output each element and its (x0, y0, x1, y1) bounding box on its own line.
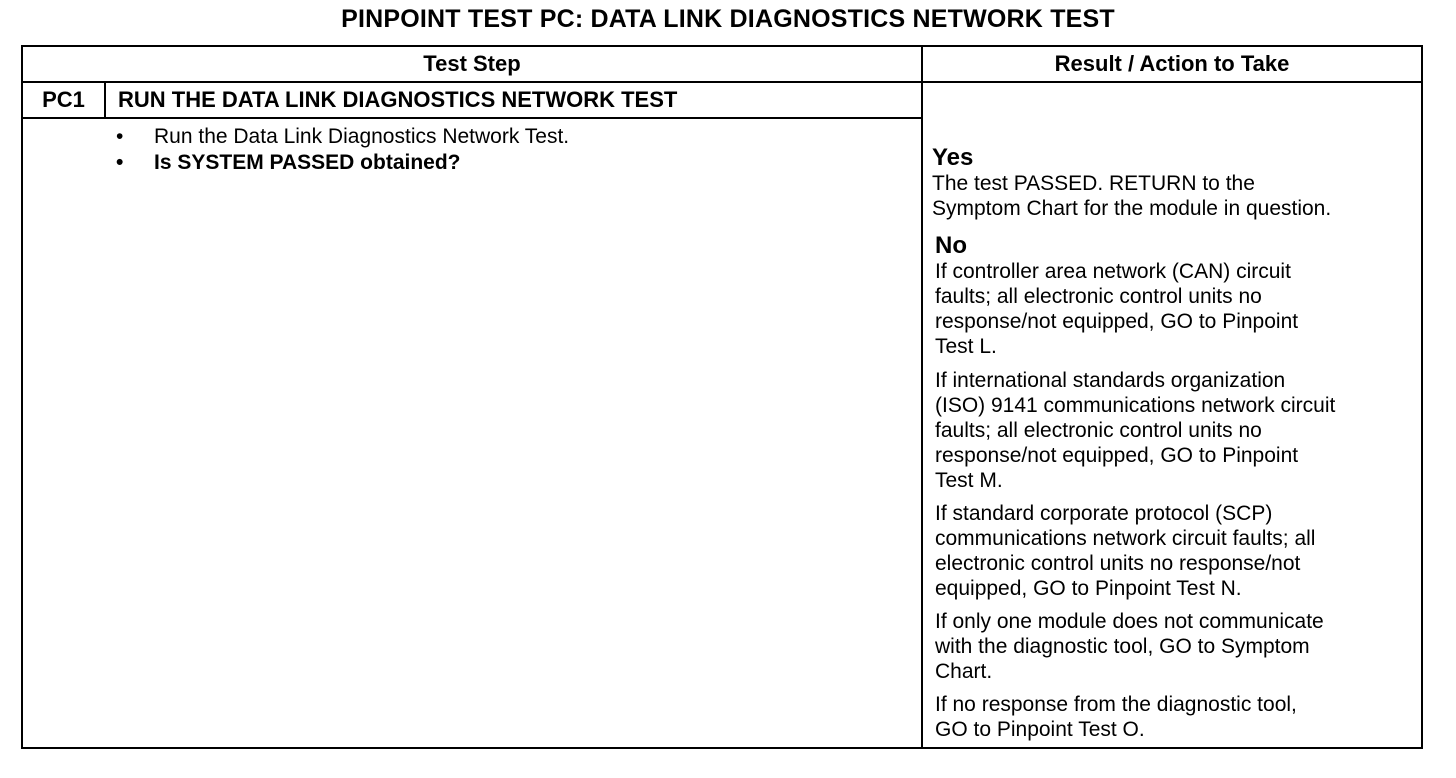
step-instructions (112, 124, 569, 176)
result-line: GO to Pinpoint Test O. (935, 718, 1145, 741)
result-line: Chart. (935, 660, 993, 683)
yes-label: Yes (932, 144, 974, 171)
no-label: No (935, 232, 967, 259)
result-line: If standard corporate protocol (SCP) (935, 502, 1273, 525)
result-line: response/not equipped, GO to Pinpoint (935, 310, 1299, 333)
column-divider (921, 45, 923, 749)
step-id-divider (104, 81, 106, 118)
list-item (112, 150, 569, 176)
result-line: The test PASSED. RETURN to the (932, 172, 1255, 195)
bullet-icon: • (116, 125, 124, 148)
step-id: PC1 (42, 87, 85, 112)
header-result-action: Result / Action to Take (1054, 51, 1290, 76)
result-line: If international standards organization (935, 369, 1286, 392)
result-line: equipped, GO to Pinpoint Test N. (935, 577, 1242, 600)
step-title-divider (21, 117, 923, 119)
result-line: If controller area network (CAN) circuit (935, 260, 1291, 283)
result-line: communications network circuit faults; all (935, 527, 1316, 550)
result-yes (932, 144, 1331, 221)
result-line: If no response from the diagnostic tool, (935, 693, 1297, 716)
header-test-step: Test Step (423, 51, 521, 76)
instruction-text: Run the Data Link Diagnostics Network Test. (154, 125, 570, 148)
result-line: with the diagnostic tool, GO to Symptom (935, 635, 1310, 658)
result-no-tool (935, 692, 1297, 742)
result-line: faults; all electronic control units no (935, 285, 1262, 308)
result-line: (ISO) 9141 communications network circuit (935, 394, 1336, 417)
step-title: RUN THE DATA LINK DIAGNOSTICS NETWORK TEST (118, 87, 678, 112)
page-title: PINPOINT TEST PC: DATA LINK DIAGNOSTICS NETWORK TEST (341, 5, 1115, 33)
list-item (112, 124, 569, 150)
result-no-scp (935, 501, 1315, 601)
result-line: electronic control units no response/not (935, 552, 1301, 575)
result-line: faults; all electronic control units no (935, 419, 1262, 442)
result-no-iso (935, 368, 1335, 493)
result-line: Test L. (935, 335, 997, 358)
question-text: Is SYSTEM PASSED obtained? (154, 151, 461, 174)
bullet-icon: • (116, 151, 124, 174)
result-no (935, 232, 1298, 359)
result-line: If only one module does not communicate (935, 610, 1324, 633)
result-no-one-module (935, 609, 1324, 684)
result-line: Test M. (935, 469, 1003, 492)
result-line: Symptom Chart for the module in question. (932, 197, 1332, 220)
result-line: response/not equipped, GO to Pinpoint (935, 444, 1299, 467)
